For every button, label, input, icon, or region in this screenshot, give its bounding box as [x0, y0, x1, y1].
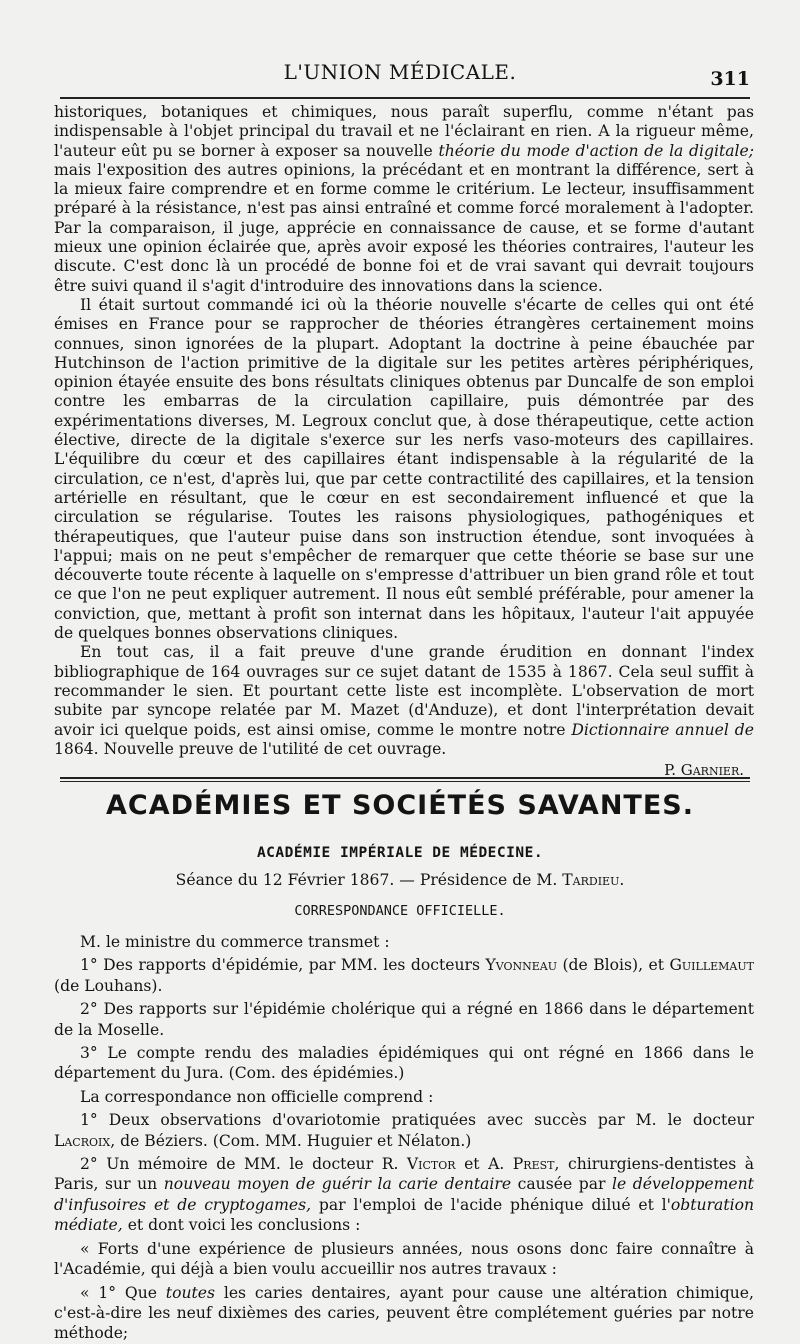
page-number: 311 [710, 68, 750, 90]
italic-title: Dictionnaire annuel de [571, 720, 754, 739]
review-paragraph-1: historiques, botaniques et chimiques, nous paraît superflu, comme n'étant pas indispensable à l'objet principal du travail et ne l'éclairant en rien. A la rigueur même, l'auteur eût pu se borner à exposer sa nouvelle théorie du mode d'action de la digitale; mais l'exposition des autres opinions, la précédant et en montrant la différence, sert à la mieux faire comprendre et en forme comme le critérium. Le lecteur, insuffisamment préparé à la résistance, n'est pas ainsi entraîné et comme forcé moralement à l'adopter. Par la comparaison, il juge, apprécie en connaissance de cause, et se forme d'autant mieux une opinion éclairée que, après avoir exposé les théories contraires, l'auteur les discute. C'est donc là un procédé de bonne foi et de vrai savant qui devrait toujours être suivi quand il s'agit d'introduire des innovations dans la science. [54, 103, 754, 295]
minutes-quote: « 1° Que toutes les caries dentaires, ayant pour cause une altération chimique, c'est-à-dire les neuf dixièmes des caries, peuvent être complétement guéries par notre méthode; [54, 1283, 754, 1343]
minutes-item: 1° Deux observations d'ovariotomie pratiquées avec succès par M. le docteur Lacroix, de Béziers. (Com. MM. Huguier et Nélaton.) [54, 1111, 754, 1150]
italic-title: théorie du mode d'action de la digitale; [438, 141, 754, 160]
minutes-quote: « Forts d'une expérience de plusieurs années, nous osons donc faire connaître à l'Académie, qui déjà a bien voulu accueillir nos autres travaux : [54, 1239, 754, 1279]
header-rule [60, 97, 750, 99]
minutes-item: 2° Un mémoire de MM. le docteur R. Victor et A. Prest, chirurgiens-dentistes à Paris, sur un nouveau moyen de guérir la carie dentaire causée par le développement d'infusoires et de cryptogames, par l'emploi de l'acide phénique dilué et l'obturation médiate, et dont voici les conclusions : [54, 1155, 755, 1235]
section-divider [60, 777, 750, 782]
minutes-item: 2° Des rapports sur l'épidémie cholérique qui a régné en 1866 dans le département de la Moselle. [54, 1000, 754, 1039]
review-paragraph-2: Il était surtout commandé ici où la théorie nouvelle s'écarte de celles qui ont été émises en France pour se rapprocher de théories étrangères certainement moins connues, sinon ignorées de la plupart. Adoptant la doctrine à peine ébauchée par Hutchinson de l'action primitive de la digitale sur les petites artères périphériques, opinion étayée ensuite des bons résultats cliniques obtenus par Duncalfe de son emploi contre les embarras de la circulation capillaire, puis démontrée par des expérimentations diverses, M. Legroux conclut que, à dose thérapeutique, cette action élective, directe de la digitale s'exerce sur les nerfs vaso-moteurs des capillaires. L'équilibre du cœur et des capillaires étant indispensable à la régularité de la circulation, ce n'est, d'après lui, que par cette contractilité des capillaires, et la tension artérielle en résultant, que le cœur en est secondairement influencé et que la circulation se régularise. Toutes les raisons physiologiques, pathogéniques et thérapeutiques, que l'auteur puise dans son instruction étendue, sont invoquées à l'appui; mais on ne peut s'empêcher de remarquer que cette théorie se base sur une découverte toute récente à laquelle on s'empresse d'attribuer un bien grand rôle et tout ce que l'on ne peut expliquer autrement. Il nous eût semblé préférable, pour amener la conviction, que, mettant à profit son internat dans les hôpitaux, l'auteur l'ait appuyée de quelques bonnes observations cliniques. [54, 295, 754, 643]
author-signature: P. Garnier. [664, 761, 744, 780]
minutes-item: 3° Le compte rendu des maladies épidémiques qui ont régné en 1866 dans le département du Jura. (Com. des épidémies.) [54, 1044, 754, 1083]
correspondence-heading: CORRESPONDANCE OFFICIELLE. [294, 903, 506, 919]
review-paragraph-3: En tout cas, il a fait preuve d'une grande érudition en donnant l'index bibliographique de 164 ouvrages sur ce sujet datant de 1535 à 1867. Cela seul suffit à recommander le sien. Et pourtant cette liste est incomplète. L'observation de mort subite par syncope relatée par M. Mazet (d'Anduze), et dont l'interprétation devait avoir ici quelque poids, est ainsi omise, comme le montre notre Dictionnaire annuel de 1864. Nouvelle preuve de l'utilité de cet ouvrage. [54, 643, 754, 758]
president-name: Tardieu. [562, 871, 625, 889]
minutes-line: M. le ministre du commerce transmet : [80, 933, 390, 951]
book-review [54, 103, 754, 780]
minutes-item: 1° Des rapports d'épidémie, par MM. les docteurs Yvonneau (de Blois), et Guillemaut (de Louhans). [54, 956, 754, 995]
session-line: Séance du 12 Février 1867. — Présidence de M. Tardieu. [175, 871, 625, 889]
running-title: L'UNION MÉDICALE. [283, 60, 517, 84]
academy-heading: ACADÉMIE IMPÉRIALE DE MÉDECINE. [256, 845, 544, 861]
minutes-line: La correspondance non officielle comprend : [80, 1087, 434, 1106]
section-heading: ACADÉMIES ET SOCIÉTÉS SAVANTES. [106, 790, 694, 821]
session-minutes [54, 932, 754, 1344]
